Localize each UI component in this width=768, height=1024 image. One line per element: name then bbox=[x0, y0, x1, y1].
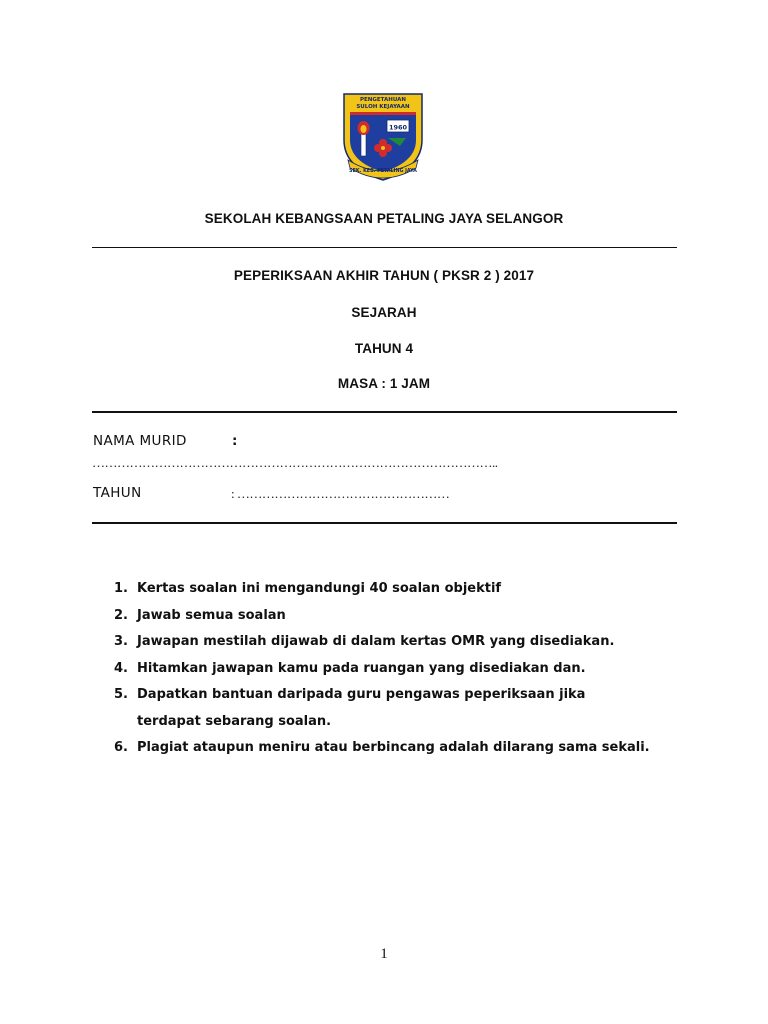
year-level-title: TAHUN 4 bbox=[354, 341, 414, 356]
student-year-label: TAHUN bbox=[93, 485, 142, 501]
student-name-label: NAMA MURID bbox=[93, 433, 187, 449]
student-name-colon: : bbox=[232, 433, 238, 449]
instruction-list bbox=[114, 576, 694, 762]
instruction-text: Kertas soalan ini mengandungi 40 soalan objektif bbox=[137, 581, 502, 596]
header-divider bbox=[92, 247, 677, 248]
duration-title: MASA : 1 JAM bbox=[337, 376, 431, 391]
crest-shield-icon bbox=[342, 90, 424, 182]
crest-motto-top: PENGETAHUAN bbox=[359, 97, 407, 103]
exam-title: PEPERIKSAAN AKHIR TAHUN ( PKSR 2 ) 2017 bbox=[233, 268, 535, 283]
crest-motto-bottom: SULOH KEJAYAAN bbox=[356, 104, 410, 110]
instruction-item bbox=[114, 576, 694, 603]
page-number: 1 bbox=[380, 946, 388, 962]
instruction-number: 3. bbox=[114, 634, 128, 649]
instruction-text: Plagiat ataupun meniru atau berbincang adalah dilarang sama sekali. bbox=[137, 740, 650, 755]
instruction-item bbox=[114, 603, 694, 630]
school-crest-logo bbox=[342, 90, 424, 182]
instruction-text: Hitamkan jawapan kamu pada ruangan yang disediakan dan. bbox=[137, 660, 586, 676]
instruction-item bbox=[114, 629, 694, 656]
student-name-blank: …………………………………………………………………………………….. bbox=[92, 455, 498, 470]
instruction-item bbox=[114, 656, 694, 683]
instruction-text: Jawab semua soalan bbox=[137, 607, 286, 623]
instruction-number: 4. bbox=[114, 660, 128, 676]
subject-title: SEJARAH bbox=[351, 305, 417, 320]
instruction-text: Dapatkan bantuan daripada guru pengawas peperiksaan jika terdapat sebarang soalan. bbox=[137, 687, 586, 729]
instruction-number: 1. bbox=[114, 581, 128, 596]
section-divider-top bbox=[92, 411, 677, 413]
instruction-number: 5. bbox=[114, 687, 128, 702]
section-divider-bottom bbox=[92, 522, 677, 524]
crest-ribbon-text: SEK. KEB. PETALING JAYA bbox=[349, 169, 417, 174]
instruction-number: 6. bbox=[114, 740, 128, 755]
crest-year: 1960 bbox=[388, 123, 408, 132]
instruction-item bbox=[114, 735, 694, 762]
instruction-number: 2. bbox=[114, 607, 128, 623]
instruction-item bbox=[114, 682, 642, 735]
school-name: SEKOLAH KEBANGSAAN PETALING JAYA SELANGOR bbox=[204, 211, 564, 226]
instruction-text: Jawapan mestilah dijawab di dalam kertas OMR yang disediakan. bbox=[137, 634, 615, 649]
student-year-blank: : …………………………………………… bbox=[231, 486, 450, 501]
